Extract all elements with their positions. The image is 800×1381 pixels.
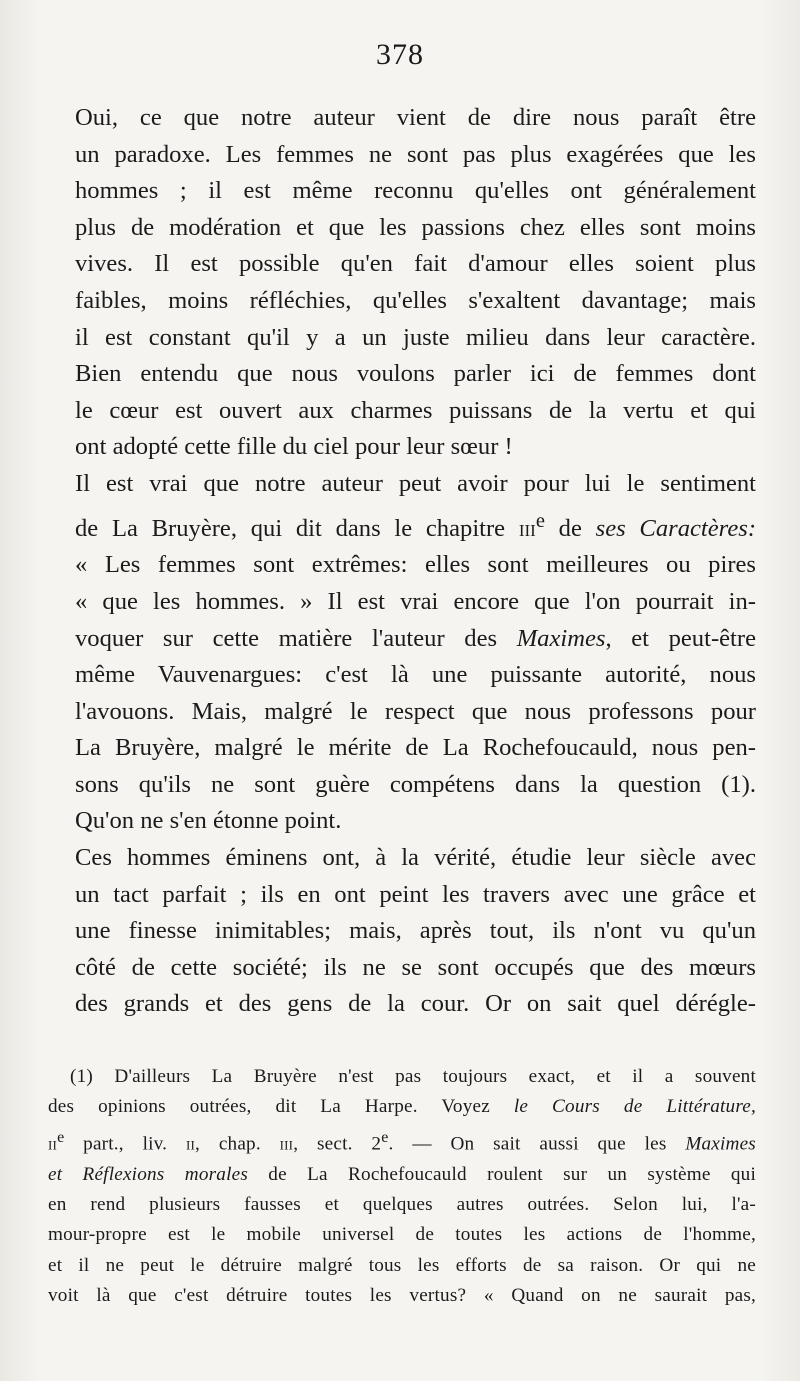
text-segment: , sect. 2 xyxy=(293,1133,382,1155)
main-text xyxy=(48,100,756,1023)
text-segment: part., liv. xyxy=(64,1133,186,1155)
text-segment: de La Rochefoucauld roulent sur un système qui xyxy=(248,1163,757,1185)
footnote-line: voit là que c'est détruire toutes les vertus? « Quand on ne saurait pas, xyxy=(48,1285,756,1307)
paragraph-1 xyxy=(48,100,756,466)
text-line: hommes ; il est même reconnu qu'elles ont généralement xyxy=(75,177,756,205)
paragraph-2 xyxy=(48,466,756,840)
roman-numeral: ii xyxy=(185,1133,196,1155)
text-line: un paradoxe. Les femmes ne sont pas plus exagérées que les xyxy=(75,140,756,168)
italic-title: Maximes xyxy=(516,624,606,652)
roman-numeral: iii xyxy=(279,1133,294,1155)
italic-title: et Réflexions morales xyxy=(48,1163,248,1185)
roman-numeral: ii xyxy=(48,1133,58,1155)
text-line: Bien entendu que nous voulons parler ici de femmes dont xyxy=(75,360,756,388)
roman-numeral: iii xyxy=(518,514,536,542)
text-line: l'avouons. Mais, malgré le respect que nous professons pour xyxy=(75,697,756,725)
text-line: même Vauvenargues: c'est là une puissante autorité, nous xyxy=(75,661,756,689)
italic-title: ses Caractères: xyxy=(595,514,757,542)
text-line: il est constant qu'il y a un juste milieu dans leur caractère. xyxy=(75,323,756,351)
footnote-line xyxy=(48,1123,756,1160)
footnote-line: en rend plusieurs fausses et quelques autres outrées. Selon lui, l'a- xyxy=(48,1194,756,1216)
footnote-line: (1) D'ailleurs La Bruyère n'est pas toujours exact, et il a souvent xyxy=(70,1066,756,1087)
text-line: le cœur est ouvert aux charmes puissans de la vertu et qui xyxy=(75,396,756,424)
text-line: plus de modération et que les passions chez elles sont moins xyxy=(75,213,756,241)
text-line: Ces hommes éminens ont, à la vérité, étudie leur siècle avec xyxy=(75,844,756,872)
footnote-line: mour-propre est le mobile universel de toutes les actions de l'homme, xyxy=(48,1224,756,1246)
superscript: e xyxy=(535,509,545,532)
text-line: Il est vrai que notre auteur peut avoir pour lui le sentiment xyxy=(75,469,756,497)
text-segment: , et peut-être xyxy=(605,624,756,652)
footnote-line xyxy=(48,1160,756,1190)
superscript: e xyxy=(381,1128,389,1146)
italic-title: le Cours de Littérature, xyxy=(513,1096,756,1118)
text-line: côté de cette société; ils ne se sont occupés que des mœurs xyxy=(75,953,756,981)
footnote xyxy=(48,1062,756,1312)
text-line: Oui, ce que notre auteur vient de dire nous paraît être xyxy=(75,104,756,131)
text-line: ont adopté cette fille du ciel pour leur sœur ! xyxy=(75,433,513,461)
text-line: des grands et des gens de la cour. Or on sait quel dérégle- xyxy=(75,990,756,1018)
text-line: « Les femmes sont extrêmes: elles sont meilleures ou pires xyxy=(75,551,756,579)
page-number: 378 xyxy=(376,38,424,71)
text-line: une finesse inimitables; mais, après tout, ils n'ont vu qu'un xyxy=(75,917,756,945)
text-line: un tact parfait ; ils en ont peint les travers avec une grâce et xyxy=(75,880,756,908)
text-segment: de La Bruyère, qui dit dans le chapitre xyxy=(75,514,519,542)
text-line xyxy=(48,621,756,658)
italic-title: Maximes xyxy=(685,1133,756,1155)
text-segment: des opinions outrées, dit La Harpe. Voyez xyxy=(48,1096,514,1118)
text-line: Qu'on ne s'en étonne point. xyxy=(75,807,342,835)
text-segment: , chap. xyxy=(195,1133,280,1155)
text-line: vives. Il est possible qu'en fait d'amour elles soient plus xyxy=(75,250,756,278)
footnote-line xyxy=(48,1092,756,1122)
text-segment: de xyxy=(544,514,596,542)
text-line: « que les hommes. » Il est vrai encore que l'on pourrait in- xyxy=(75,587,756,615)
superscript: e xyxy=(57,1128,65,1146)
text-line: faibles, moins réfléchies, qu'elles s'exaltent davantage; mais xyxy=(75,286,756,314)
text-segment: voquer sur cette matière l'auteur des xyxy=(75,624,517,652)
text-segment: . — On sait aussi que les xyxy=(388,1133,686,1155)
footnote-line: et il ne peut le détruire malgré tous les efforts de sa raison. Or qui ne xyxy=(48,1254,756,1276)
text-line: La Bruyère, malgré le mérite de La Rochefoucauld, nous pen- xyxy=(75,734,756,762)
paragraph-3 xyxy=(48,840,756,1023)
text-line xyxy=(48,503,756,548)
text-line: sons qu'ils ne sont guère compétens dans la question (1). xyxy=(75,770,756,798)
